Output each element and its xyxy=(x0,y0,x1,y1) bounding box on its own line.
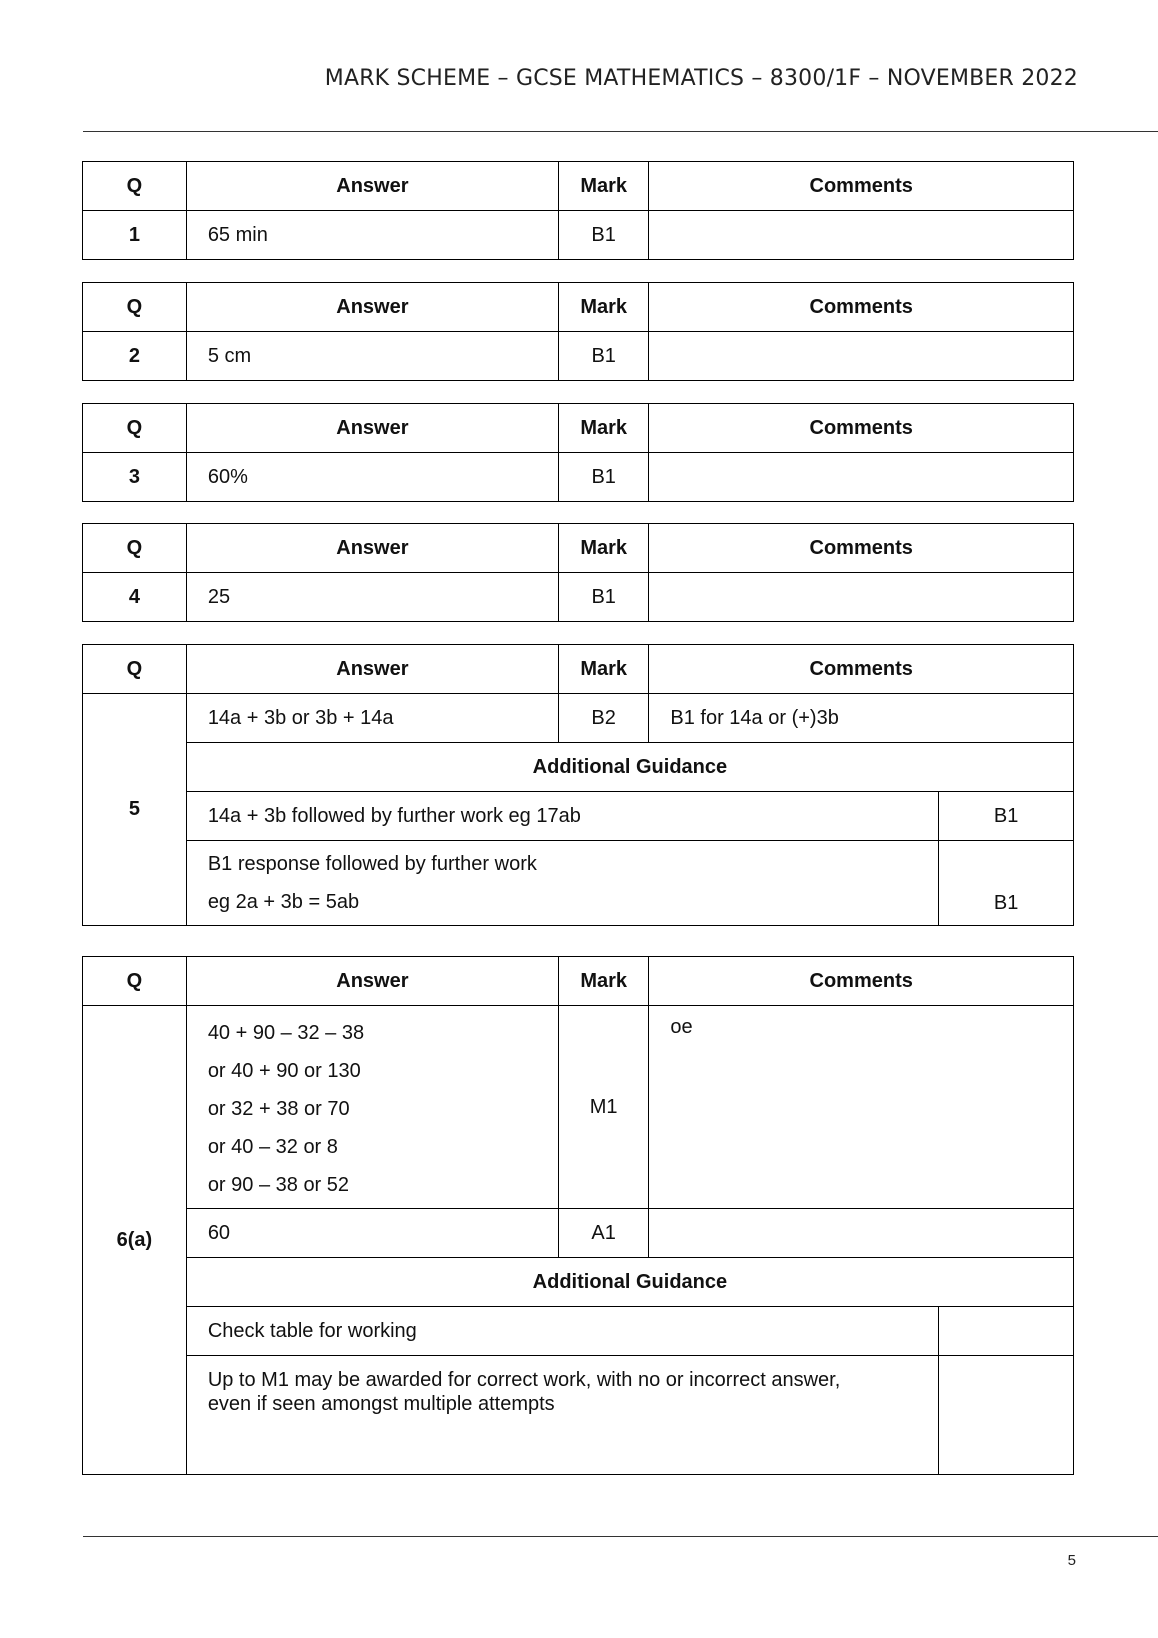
footer-rule xyxy=(83,1536,1158,1537)
guidance-text-line: even if seen amongst multiple attempts xyxy=(207,1393,555,1415)
additional-guidance-heading: Additional Guidance xyxy=(186,743,1073,792)
answer-cell xyxy=(186,1006,558,1209)
mark-table-q5 xyxy=(82,644,1074,926)
table-row xyxy=(83,211,1074,260)
answer-cell: 14a + 3b or 3b + 14a xyxy=(186,694,558,743)
answer-line: or 40 + 90 or 130 xyxy=(207,1060,361,1082)
mark-cell: M1 xyxy=(558,1006,648,1209)
column-header-q: Q xyxy=(83,645,187,694)
column-header-mark: Mark xyxy=(558,645,648,694)
guidance-mark: B1 xyxy=(939,841,1074,926)
column-header-comments: Comments xyxy=(649,645,1074,694)
guidance-text-line: B1 response followed by further work xyxy=(207,853,537,875)
mark-table-q3 xyxy=(82,403,1074,502)
answer-line: or 90 – 38 or 52 xyxy=(207,1174,350,1196)
mark-cell: B1 xyxy=(558,573,648,622)
mark-cell: B1 xyxy=(558,211,648,260)
guidance-mark xyxy=(939,1356,1074,1475)
question-number: 1 xyxy=(83,211,187,260)
guidance-mark xyxy=(939,1307,1074,1356)
column-header-comments: Comments xyxy=(649,957,1074,1006)
guidance-row xyxy=(83,1356,1074,1475)
mark-table-q1 xyxy=(82,161,1074,260)
column-header-answer: Answer xyxy=(186,957,558,1006)
comments-cell xyxy=(649,1209,1074,1258)
comments-cell: B1 for 14a or (+)3b xyxy=(649,694,1074,743)
mark-table-q4 xyxy=(82,523,1074,622)
guidance-text-line: Up to M1 may be awarded for correct work, with no or incorrect answer, xyxy=(207,1369,841,1391)
table-row xyxy=(83,332,1074,381)
column-header-comments: Comments xyxy=(649,524,1074,573)
column-header-q: Q xyxy=(83,283,187,332)
answer-cell: 65 min xyxy=(186,211,558,260)
comments-cell xyxy=(649,573,1074,622)
mark-cell: B1 xyxy=(558,453,648,502)
additional-guidance-heading: Additional Guidance xyxy=(186,1258,1073,1307)
column-header-mark: Mark xyxy=(558,162,648,211)
table-row xyxy=(83,694,1074,743)
column-header-answer: Answer xyxy=(186,404,558,453)
mark-cell: B2 xyxy=(558,694,648,743)
table-row xyxy=(83,573,1074,622)
document-header-title: MARK SCHEME – GCSE MATHEMATICS – 8300/1F – NOVEMBER 2022 xyxy=(324,66,1078,91)
column-header-comments: Comments xyxy=(649,404,1074,453)
guidance-text: 14a + 3b followed by further work eg 17ab xyxy=(186,792,938,841)
column-header-mark: Mark xyxy=(558,404,648,453)
comments-cell: oe xyxy=(649,1006,1074,1209)
table-row xyxy=(83,1209,1074,1258)
answer-line: 40 + 90 – 32 – 38 xyxy=(207,1022,365,1044)
column-header-answer: Answer xyxy=(186,645,558,694)
answer-line: or 40 – 32 or 8 xyxy=(207,1136,338,1158)
question-number: 3 xyxy=(83,453,187,502)
answer-cell: 60 xyxy=(186,1209,558,1258)
column-header-answer: Answer xyxy=(186,162,558,211)
table-row xyxy=(83,453,1074,502)
guidance-text xyxy=(186,1356,938,1475)
answer-line: or 32 + 38 or 70 xyxy=(207,1098,350,1120)
comments-cell xyxy=(649,453,1074,502)
column-header-mark: Mark xyxy=(558,957,648,1006)
page-number: 5 xyxy=(1067,1552,1076,1569)
header-rule xyxy=(83,131,1158,132)
column-header-comments: Comments xyxy=(649,162,1074,211)
guidance-mark: B1 xyxy=(939,792,1074,841)
guidance-text-line: eg 2a + 3b = 5ab xyxy=(207,891,360,913)
guidance-text: Check table for working xyxy=(186,1307,938,1356)
question-number: 2 xyxy=(83,332,187,381)
guidance-row xyxy=(83,841,1074,926)
answer-cell: 5 cm xyxy=(186,332,558,381)
table-row xyxy=(83,1006,1074,1209)
comments-cell xyxy=(649,332,1074,381)
column-header-answer: Answer xyxy=(186,283,558,332)
guidance-row xyxy=(83,792,1074,841)
mark-table-q6a xyxy=(82,956,1074,1475)
answer-cell: 25 xyxy=(186,573,558,622)
column-header-mark: Mark xyxy=(558,524,648,573)
mark-cell: B1 xyxy=(558,332,648,381)
column-header-q: Q xyxy=(83,957,187,1006)
mark-cell: A1 xyxy=(558,1209,648,1258)
question-number: 5 xyxy=(83,694,187,926)
column-header-answer: Answer xyxy=(186,524,558,573)
answer-cell: 60% xyxy=(186,453,558,502)
column-header-comments: Comments xyxy=(649,283,1074,332)
column-header-q: Q xyxy=(83,404,187,453)
guidance-row xyxy=(83,1307,1074,1356)
column-header-q: Q xyxy=(83,162,187,211)
column-header-mark: Mark xyxy=(558,283,648,332)
comments-cell xyxy=(649,211,1074,260)
column-header-q: Q xyxy=(83,524,187,573)
mark-table-q2 xyxy=(82,282,1074,381)
question-number: 6(a) xyxy=(83,1006,187,1475)
question-number: 4 xyxy=(83,573,187,622)
guidance-text xyxy=(186,841,938,926)
